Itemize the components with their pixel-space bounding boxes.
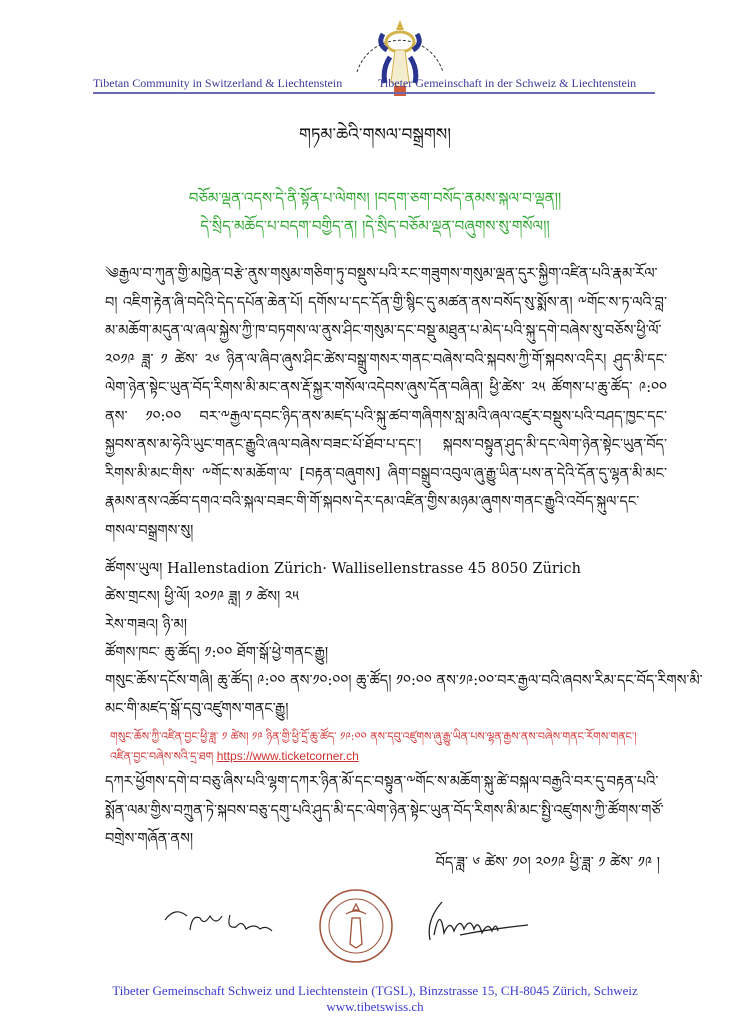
footer-website[interactable]: www.tibetswiss.ch (326, 999, 424, 1014)
document-date: བོད་ཟླ་ ༦ ཚེས་ ༡༠། ༢༠༡༩ ཕྱི་ཟླ་ ༡ ཚེས་ ༡༩ ། (435, 855, 660, 871)
document-title: གཏམ་ཆེའི་གསལ་བསྒྲགས། (298, 125, 452, 145)
detail-value: ཉི་མ། (162, 617, 187, 633)
detail-label: ཚོགས་ཡུལ། (105, 561, 163, 577)
detail-value: ཕྱི་ལོ། ༢༠༡༩ ཟླ། ༡ ཚེས། ༢༥ (164, 589, 299, 605)
header-divider (93, 92, 655, 94)
ticketcorner-link[interactable]: https://www.ticketcorner.ch (216, 749, 359, 763)
closing-paragraph: དཀར་ཕྱོགས་དགེ་བ་བཅུ་ཞིས་པའི་ལྷག་དཀར་ཉིན་མོ་དང་བསྟུན་༸གོང་ས་མཆོག་སྐུ་ཚེ་བསྐལ་བརྒྱའི་བར་དུ་བརྟན་པའི་སྨོན་ལམ་གྱིས་བཀྲུན་ཏེ་སྐབས་བཅུ་དགུ་པའི་ཤུད་མི་དང་ལེག་ཉེན་སྟེང་ཡུན་བོད་རིགས་མི་མང་སྤྱི་འཛུགས་ཀྱི་ཚོགས་གཙོ་བགྲེས་གཞོན་ནས། (105, 774, 664, 847)
signature-right (420, 895, 530, 950)
detail-value: Hallenstadion Zürich· Wallisellenstrasse 45 8050 Zürich (166, 561, 581, 577)
header-right-text: Tibeter Gemeinschaft in der Schweiz & Liechtenstein (378, 76, 637, 90)
header-left-text: Tibetan Community in Switzerland & Liechtenstein (93, 76, 343, 90)
ticket-link-label: འཛིན་བྱང་བཞེས་སའི་དྲ་ཐག (110, 750, 214, 763)
detail-label: ཚེས་གྲངས། (105, 589, 160, 605)
organization-seal (318, 888, 394, 964)
verse-line-2: དེ་སྲིད་མཆོད་པ་བདག་བགྱིད་ན། །དེ་སྲིད་བཅོམ་ལྡན་བཞུགས་སུ་གསོལ།། (200, 217, 550, 235)
signature-left (160, 900, 280, 950)
announcement-paragraph: ༄རྒྱལ་བ་ཀུན་གྱི་མཁྱེན་བརྩེ་ནུས་གསུམ་གཅིག་ཏུ་བསྡུས་པའི་རང་གཟུགས་གསུམ་ལྡན་དུར་སྐྱིག་འཛིན་པའི་རྣམ་རོལ་བ། འཇིག་རྟེན་ཞི་བདེའི་དེད་དཔོན་ཆེན་པོ། དགོས་པ་དང་དོན་གྱི་སྙིང་དུ་མཚན་ནས་བསོད་སུ་སྨོས་ན། ༸གོང་ས་ཏ་ལའི་བླ་མ་མཆོག་མདུན་ལ་ཞལ་སྐྱེས་ཀྱི་ཁ་བཏགས་ལ་ནུས་ཤིང་གསུམ་དང་བསྡུ་མཐུན་པ་མེད་པའི་སྐུ་དགེ་བཞེས་སུ་བཅོས་ཕྱི་ལོ་ ༢༠༡༩ ཟླ་ ༡ ཚེས་ ༢༦ ཉིན་ལ་ཞིབ་ཞུས་ཤིང་ཚེས་བསྒྲུ་གསར་གནང་བཞེས་བའི་སྐབས་ཀྱི་གོ་སྐབས་འདིར། ཤུད་མི་དང་ལེག་ཉེན་སྟེང་ཡུན་བོད་རིགས་མི་མང་ནས་རྡོ་སྐྱར་གསོལ་འདེབས་ཞུས་དོན་བཞིན། ཕྱི་ཚེས་ ༢༥ ཚོགས་པ་ཆུ་ཚོད་ ༩:༠༠ ནས་ ༡༠:༠༠ བར་༸རྒྱལ་དབང་ཉིད་ནས་མཛད་པའི་སྐུ་ཚབ་གཞིགས་སླ་མའི་ཞལ་འཛུར་བསྡུས་པའི་བཤད་ཁྱང་དང་སྐྱབས་ནས་མ་ཧེའི་ཡུང་གནང་རྒྱུའི་ཞལ་བཞེས་བཟང་པོ་ཐོབ་པ་དང་། སྐབས་བསྟུན་ཤུད་མི་དང་ལེག་ཉེན་སྟེང་ཡུན་བོད་རིགས་མི་མང་གིས་ ༸གོང་ས་མཆོག་ལ་ [བརྟན་བཞུགས] ཞིག་བསྒྲུབ་འབུལ་ཞུ་རྒྱུ་ཡིན་པས་ན་དེའི་དོན་དུ་ལྷན་མི་མང་རྣམས་ནས་འཚོབ་དགའ་བའི་སྐལ་བཟང་གི་གོ་སྐབས་དེར་དམ་འཛིན་གྱིས་མཉམ་ཞུགས་གནང་རྒྱུའི་འབོད་སྐུལ་དང་གསལ་བསྒྲགས་སུ། (105, 266, 667, 539)
detail-label: གསུང་ཆོས་དངོས་གཞི། (105, 673, 213, 689)
verse-line-1: བཅོམ་ལྡན་འདས་དེ་ནི་སྟོན་པ་ལེགས། །བདག་ཅག་བསོད་ནམས་སྐལ་བ་ལྡན།། (188, 189, 562, 207)
detail-value: མང་གི་མཛད་སྒོ་དབུ་འཛུགས་གནང་རྒྱུ། (105, 701, 289, 717)
detail-value: ཆུ་ཚོད། ༩:༠༠ ནས་༡༠:༠༠། ཆུ་ཚོད། ༡༠:༠༠ ནས་༡༩:༠༠་བར་རྒྱལ་བའི་ཞབས་རིམ་དང་བོད་རིགས་མི་ (217, 673, 703, 689)
footer-address: Tibeter Gemeinschaft Schweiz und Liechtenstein (TGSL), Binzstrasse 15, CH-8045 Zürich, Schweiz (112, 983, 638, 998)
ticket-notice-line: གསུང་ཆོས་ཀྱི་འཛིན་བྱང་ཕྱི་ཟླ་ ༡ ཚེས། ༡༩ ཉིན་གྱི་ཕྱི་དྲོ་ཆུ་ཚོད་ ༡༩:༠༠ ནས་དབུ་འཛུགས་ཞུ་རྒྱུ་ཡིན་པས་ལྷན་རྒྱས་ནས་བཞེས་གནང་རོགས་གནང་། (110, 730, 637, 743)
detail-value: ཆུ་ཚོད། ༡:༠༠ ཐོག་སྒོ་ཕྱེ་གནང་རྒྱུ། (164, 645, 329, 661)
detail-label: རེས་གཟའ། (105, 617, 159, 633)
detail-label: ཚོགས་ཁང་ (105, 645, 160, 661)
